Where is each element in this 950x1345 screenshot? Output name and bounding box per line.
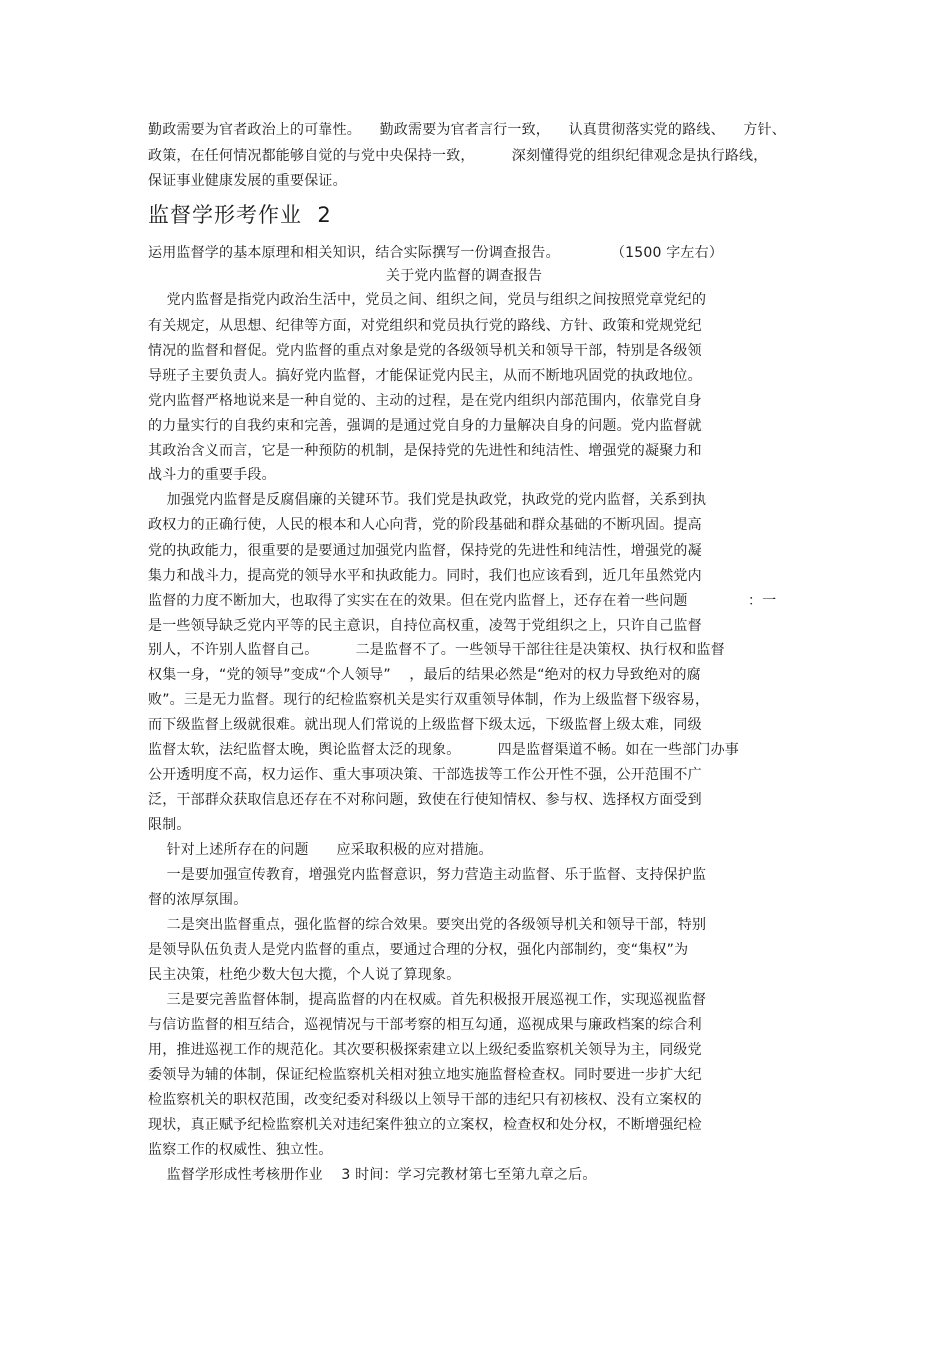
paragraph-line: 用，推进巡视工作的规范化。其次要积极探索建立以上级纪委监察机关领导为主，同级党 xyxy=(148,1042,702,1058)
paragraph-line: 三是要完善监督体制，提高监督的内在权威。首先积极报开展巡视工作，实现巡视监督 xyxy=(148,992,707,1008)
paragraph-line: 别人，不许别人监督自己。 二是监督不了。一些领导干部往往是决策权、执行权和监督 xyxy=(148,642,725,658)
paragraph-line: 与信访监督的相互结合，巡视情况与干部考察的相互勾通，巡视成果与廉政档案的综合利 xyxy=(148,1017,702,1033)
paragraph-line: 泛，干部群众获取信息还存在不对称问题，致使在行使知情权、参与权、选择权方面受到 xyxy=(148,792,702,808)
paragraph-line: 党内监督严格地说来是一种自觉的、主动的过程，是在党内组织内部范围内，依靠党自身 xyxy=(148,393,702,409)
paragraph-line: 公开透明度不高，权力运作、重大事项决策、干部选拔等工作公开性不强，公开范围不广 xyxy=(148,767,702,783)
paragraph-line: 监督的力度不断加大，也取得了实实在在的效果。但在党内监督上，还存在着一些问题 ：一 xyxy=(148,593,777,609)
paragraph-line: 情况的监督和督促。党内监督的重点对象是党的各级领导机关和领导干部，特别是各级领 xyxy=(148,343,702,359)
paragraph-line: 是领导队伍负责人是党内监督的重点，要通过合理的分权，强化内部制约，变“集权”为 xyxy=(148,942,689,958)
paragraph-line: 委领导为辅的体制，保证纪检监察机关相对独立地实施监督检查权。同时要进一步扩大纪 xyxy=(148,1067,702,1083)
paragraph-line: 政权力的正确行使，人民的根本和人心向背，党的阶段基础和群众基础的不断巩固。提高 xyxy=(148,517,702,533)
paragraph-line: 督的浓厚氛围。 xyxy=(148,892,248,908)
intro-line: 勤政需要为官者政治上的可靠性。 勤政需要为官者言行一致， 认真贯彻落实党的路线、 方针、 xyxy=(148,122,786,138)
report-title: 关于党内监督的调查报告 xyxy=(386,268,543,284)
paragraph-line: 权集一身，“党的领导”变成“个人领导” ，最后的结果必然是“绝对的权力导致绝对的腐 xyxy=(148,667,701,683)
paragraph-line: 现状，真正赋予纪检监察机关对违纪案件独立的立案权，检查权和处分权，不断增强纪检 xyxy=(148,1117,702,1133)
paragraph-line: 党内监督是指党内政治生活中，党员之间、组织之间，党员与组织之间按照党章党纪的 xyxy=(148,292,707,308)
paragraph-line: 的力量实行的自我约束和完善，强调的是通过党自身的力量解决自身的问题。党内监督就 xyxy=(148,418,702,434)
paragraph-line: 党的执政能力，很重要的是要通过加强党内监督，保持党的先进性和纯洁性，增强党的凝 xyxy=(148,543,702,559)
paragraph-line: 针对上述所存在的问题 应采取积极的应对措施。 xyxy=(148,842,493,858)
paragraph-line: 其政治含义而言，它是一种预防的机制，是保持党的先进性和纯洁性、增强党的凝聚力和 xyxy=(148,443,702,459)
section-title: 监督学形考作业 2 xyxy=(148,203,332,227)
intro-line: 政策，在任何情况都能够自觉的与党中央保持一致， 深刻懂得党的组织纪律观念是执行路线， xyxy=(148,148,768,164)
paragraph-line: 集力和战斗力，提高党的领导水平和执政能力。同时，我们也应该看到，近几年虽然党内 xyxy=(148,568,702,584)
paragraph-line: 败”。三是无力监督。现行的纪检监察机关是实行双重领导体制，作为上级监督下级容易， xyxy=(148,692,710,708)
paragraph-line: 民主决策，杜绝少数大包大揽，个人说了算现象。 xyxy=(148,967,461,983)
paragraph-line: 监督学形成性考核册作业 3 时间：学习完教材第七至第九章之后。 xyxy=(148,1167,597,1183)
paragraph-line: 二是突出监督重点，强化监督的综合效果。要突出党的各级领导机关和领导干部，特别 xyxy=(148,917,707,933)
paragraph-line: 监督太软，法纪监督太晚，舆论监督太泛的现象。 四是监督渠道不畅。如在一些部门办事 xyxy=(148,742,739,758)
paragraph-line: 有关规定，从思想、纪律等方面，对党组织和党员执行党的路线、方针、政策和党规党纪 xyxy=(148,318,702,334)
paragraph-line: 监察工作的权威性、独立性。 xyxy=(148,1142,333,1158)
paragraph-line: 检监察机关的职权范围，改变纪委对科级以上领导干部的违纪只有初核权、没有立案权的 xyxy=(148,1092,702,1108)
paragraph-line: 加强党内监督是反腐倡廉的关键环节。我们党是执政党，执政党的党内监督，关系到执 xyxy=(148,492,707,508)
paragraph-line: 限制。 xyxy=(148,817,191,833)
paragraph-line: 导班子主要负责人。搞好党内监督，才能保证党内民主，从而不断地巩固党的执政地位。 xyxy=(148,368,702,384)
assignment-line: 运用监督学的基本原理和相关知识，结合实际撰写一份调查报告。 （1500 字左右） xyxy=(148,245,724,261)
paragraph-line: 战斗力的重要手段。 xyxy=(148,467,276,483)
intro-line: 保证事业健康发展的重要保证。 xyxy=(148,173,347,189)
paragraph-line: 一是要加强宣传教育，增强党内监督意识，努力营造主动监督、乐于监督、支持保护监 xyxy=(148,867,707,883)
paragraph-line: 而下级监督上级就很难。就出现人们常说的上级监督下级太远，下级监督上级太难，同级 xyxy=(148,717,702,733)
paragraph-line: 是一些领导缺乏党内平等的民主意识，自持位高权重，凌驾于党组织之上，只许自己监督 xyxy=(148,618,702,634)
